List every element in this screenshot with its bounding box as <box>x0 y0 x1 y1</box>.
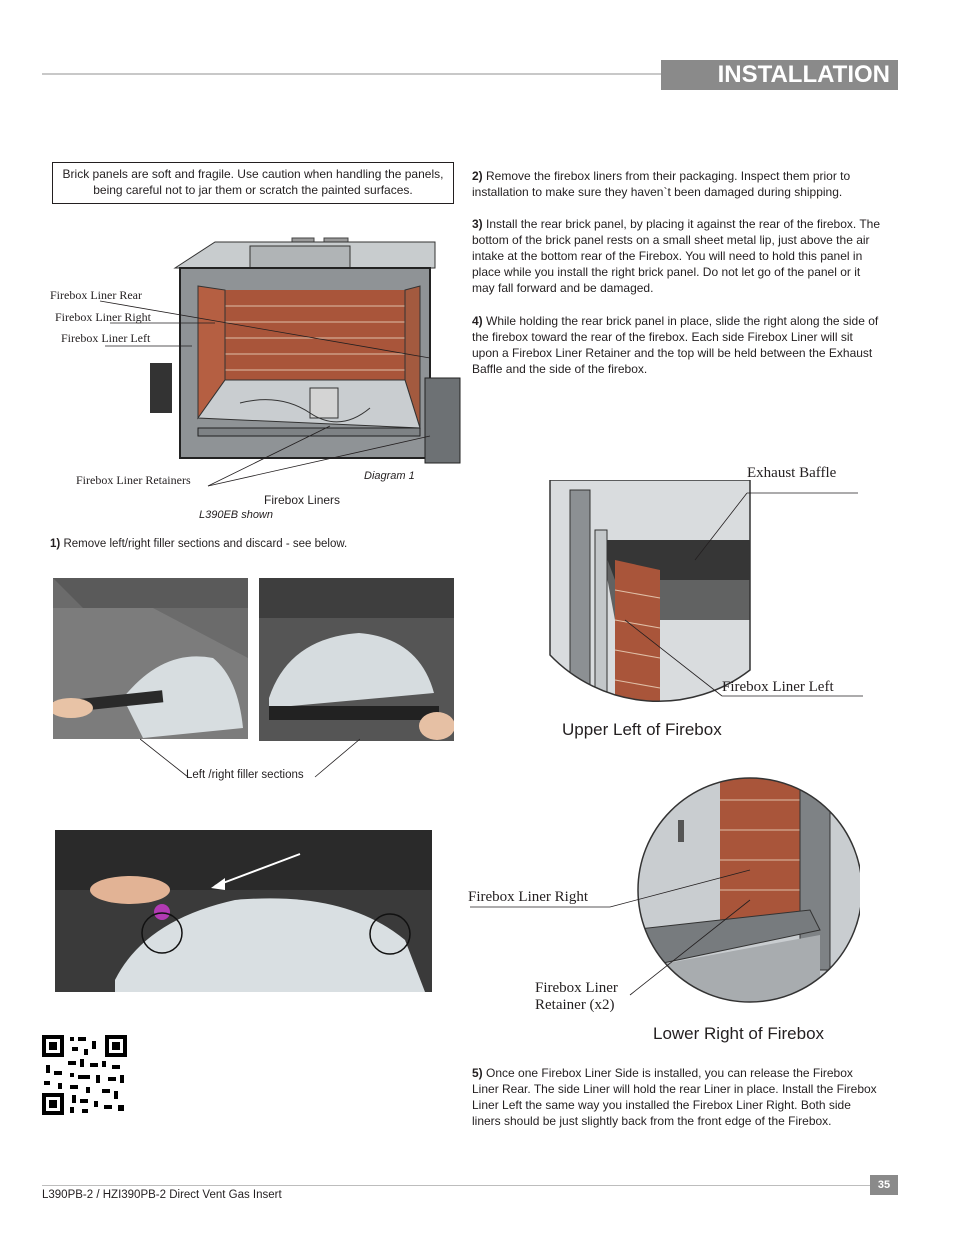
qr-code <box>42 1035 127 1115</box>
step-5-number: 5) <box>472 1066 483 1080</box>
header-rule <box>42 73 662 75</box>
detail-upper-left <box>540 480 880 710</box>
label-exhaust-baffle: Exhaust Baffle <box>747 465 837 481</box>
step-4-text: While holding the rear brick panel in place, slide the right along the side of the firebox toward the rear of the firebox. Each side Firebox Liner will sit upon a Firebox Liner Retainer and the top will be held between the Exhaust Baffle and the side of the firebox. <box>472 314 879 376</box>
footer-model: L390PB-2 / HZI390PB-2 Direct Vent Gas Insert <box>42 1189 282 1201</box>
step-5-text: Once one Firebox Liner Side is installed, you can release the Firebox Liner Rear. The side Liner will hold the rear Liner in place. Install the Firebox Liner Left the same way you installed the Firebox Liner Right. Both side liners should be just slightly back from the front edge of the Firebox. <box>472 1066 877 1128</box>
label-retainer-line2: Retainer (x2) <box>535 997 615 1013</box>
label-firebox-liners: Firebox Liners <box>264 493 341 507</box>
step-2-number: 2) <box>472 169 483 183</box>
section-title: INSTALLATION <box>661 60 898 90</box>
label-retainer-line1: Firebox Liner <box>535 980 618 996</box>
step-5 <box>472 1065 882 1129</box>
photo-filler-removal <box>55 830 432 992</box>
caution-box: Brick panels are soft and fragile. Use caution when handling the panels, being careful not to jar them or scratch the painted surfaces. <box>52 162 454 204</box>
step-1-number: 1) <box>50 538 61 550</box>
label-upper-liner-left: Firebox Liner Left <box>722 679 834 695</box>
step-2-text: Remove the firebox liners from their packaging. Inspect them prior to installation to make sure they haven`t been damaged during shipping. <box>472 169 851 199</box>
step-4-number: 4) <box>472 314 483 328</box>
step-2 <box>472 168 882 200</box>
filler-caption: Left /right filler sections <box>186 769 304 781</box>
step-4 <box>472 313 882 377</box>
label-liner-left: Firebox Liner Left <box>61 331 151 345</box>
label-lower-liner-right: Firebox Liner Right <box>468 889 588 905</box>
photo-filler-right <box>259 578 454 741</box>
title-lower-right: Lower Right of Firebox <box>653 1024 825 1043</box>
page-number: 35 <box>870 1175 898 1195</box>
diagram-1-firebox <box>40 228 480 498</box>
model-note: L390EB shown <box>199 509 273 521</box>
diagram-caption: Diagram 1 <box>364 470 415 482</box>
step-3 <box>472 216 882 296</box>
step-3-number: 3) <box>472 217 483 231</box>
photo-filler-left <box>53 578 248 739</box>
step-1-text: Remove left/right filler sections and discard - see below. <box>63 538 348 550</box>
label-liner-right: Firebox Liner Right <box>55 310 151 324</box>
step-1 <box>50 536 347 552</box>
title-upper-left: Upper Left of Firebox <box>562 720 722 739</box>
footer-rule <box>42 1185 872 1186</box>
label-liner-retainers: Firebox Liner Retainers <box>76 473 191 487</box>
step-3-text: Install the rear brick panel, by placing it against the rear of the firebox. The bottom of the brick panel rests on a small sheet metal lip, just above the air intake at the bottom rear of the Firebox. You will need to hold this panel in place while you install the right brick panel. Do not let go of the panel or it may fall forward and be damaged. <box>472 217 881 295</box>
label-liner-rear: Firebox Liner Rear <box>50 288 142 302</box>
